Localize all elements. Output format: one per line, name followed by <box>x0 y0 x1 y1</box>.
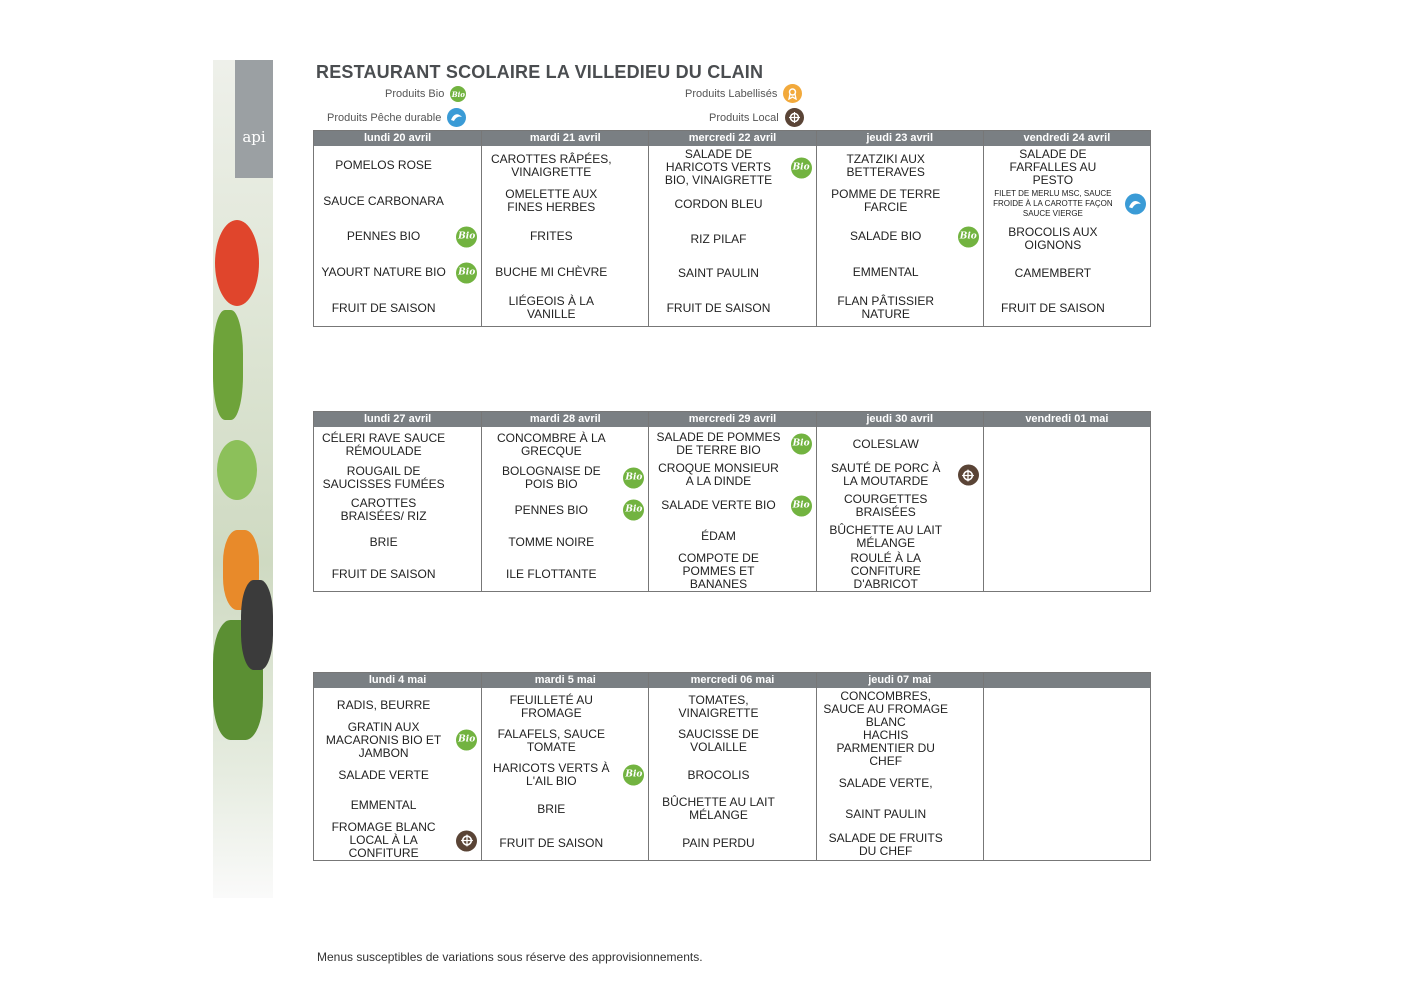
menu-item <box>649 148 815 187</box>
dish-name: FROMAGE BLANC LOCAL À LA CONFITURE <box>331 820 436 861</box>
menu-item <box>482 690 648 724</box>
dish-name: PAIN PERDU <box>682 835 755 850</box>
menu-item <box>817 491 983 522</box>
menu-item <box>649 257 815 292</box>
week-table-3 <box>313 672 1151 861</box>
day-header: lundi 20 avril <box>314 131 481 148</box>
day-column <box>983 673 1150 860</box>
dish-name: SALADE BIO <box>850 229 922 244</box>
menu-item <box>314 148 481 184</box>
menu-item <box>817 255 983 291</box>
dish-name: FEUILLETÉ AU FROMAGE <box>509 693 593 720</box>
bio-icon: Bio <box>456 262 477 283</box>
legend-bio-label: Produits Bio <box>385 88 445 100</box>
menu-item <box>314 760 481 791</box>
dish-name: SAUTÉ DE PORC À LA MOUTARDE <box>831 461 941 489</box>
legend-peche <box>327 108 466 127</box>
week-table-2 <box>313 411 1151 592</box>
menu-item <box>649 690 815 724</box>
menu-item <box>649 758 815 792</box>
bio-icon: Bio <box>623 500 644 521</box>
dish-name: OMELETTE AUX FINES HERBES <box>505 187 598 215</box>
menu-item <box>314 690 481 721</box>
dish-name: CORDON BLEU <box>674 196 763 211</box>
menu-item <box>649 826 815 860</box>
menu-item <box>314 290 481 326</box>
menu-item <box>817 219 983 255</box>
day-header: mercredi 22 avril <box>649 131 815 148</box>
menu-item <box>817 521 983 552</box>
dish-name: HACHIS PARMENTIER DU CHEF <box>836 728 935 768</box>
legend-label-label: Produits Labellisés <box>685 87 778 100</box>
dish-name: FRITES <box>529 229 573 244</box>
menu-item <box>314 461 481 493</box>
dish-name: COLESLAW <box>852 436 919 451</box>
farm-icon <box>785 108 804 127</box>
day-column <box>481 131 648 326</box>
menu-item <box>314 219 481 255</box>
menu-item <box>817 799 983 830</box>
menu-item <box>649 187 815 222</box>
dish-name: PENNES BIO <box>514 502 588 517</box>
day-column <box>314 673 481 860</box>
dish-name: SALADE VERTE BIO <box>661 498 776 513</box>
dish-name: EMMENTAL <box>350 798 417 813</box>
dish-name: ÉDAM <box>701 529 736 544</box>
dish-name: ROULÉ À LA CONFITURE D'ABRICOT <box>850 551 922 591</box>
day-header: lundi 4 mai <box>314 673 481 690</box>
dish-name: COURGETTES BRAISÉES <box>844 491 928 519</box>
dish-name: BUCHE MI CHÈVRE <box>495 265 608 280</box>
dish-name: BRIE <box>369 534 398 549</box>
day-header: mercredi 06 mai <box>649 673 815 690</box>
bio-icon: Bio <box>456 226 477 247</box>
dish-name: BROCOLIS AUX OIGNONS <box>1008 225 1098 253</box>
day-column <box>648 673 815 860</box>
ribbon-icon <box>783 84 802 103</box>
menu-item <box>482 461 648 493</box>
footer-note: Menus susceptibles de variations sous réserve des approvisionnements. <box>317 950 703 964</box>
menu-item <box>314 790 481 821</box>
menu-item <box>482 148 648 184</box>
dish-name: SAUCE CARBONARA <box>323 193 444 208</box>
bio-icon: Bio <box>450 86 466 102</box>
menu-item <box>314 184 481 220</box>
menu-item <box>314 821 481 860</box>
menu-item <box>482 184 648 220</box>
dish-name: CROQUE MONSIEUR A LA DINDE <box>658 461 779 489</box>
day-column <box>816 131 983 326</box>
menu-item <box>817 460 983 491</box>
dish-name: SALADE VERTE, <box>838 775 933 790</box>
legend-local-label: Produits Local <box>709 111 779 124</box>
day-header: mardi 21 avril <box>482 131 648 148</box>
day-column <box>816 412 983 591</box>
menu-item <box>649 521 815 552</box>
dish-name: SALADE DE HARICOTS VERTS BIO, VINAIGRETTE <box>664 147 773 187</box>
day-column <box>648 131 815 326</box>
legend-peche-label: Produits Pêche durable <box>327 111 442 124</box>
menu-item <box>482 429 648 461</box>
day-column <box>648 412 815 591</box>
menu-item <box>482 758 648 792</box>
menu-item <box>649 291 815 326</box>
legend-local <box>709 108 804 127</box>
bio-icon: Bio <box>791 434 812 455</box>
day-column <box>481 412 648 591</box>
menu-item <box>314 559 481 591</box>
menu-item <box>817 829 983 860</box>
dish-name: FRUIT DE SAISON <box>499 835 604 850</box>
dish-name: RIZ PILAF <box>690 231 747 246</box>
menu-item <box>984 222 1150 257</box>
bio-icon: Bio <box>623 765 644 786</box>
menu-item <box>482 826 648 860</box>
dish-name: EMMENTAL <box>852 265 919 280</box>
day-column <box>314 131 481 326</box>
dish-name: TOMATES, VINAIGRETTE <box>678 693 759 720</box>
dish-name: FILET DE MERLU MSC, SAUCE FROIDE À LA CAROTTE FAÇON SAUCE VIERGE <box>993 189 1113 219</box>
menu-item <box>649 792 815 826</box>
dish-name: GRATIN AUX MACARONIS BIO ET JAMBON <box>325 719 442 760</box>
dish-name: CÉLERI RAVE SAUCE RÉMOULADE <box>322 431 446 459</box>
dish-name: BROCOLIS <box>687 767 750 782</box>
legend-label <box>685 84 802 103</box>
menu-item <box>817 768 983 799</box>
dish-name: CAMEMBERT <box>1014 266 1092 281</box>
wave-icon <box>447 108 466 127</box>
day-column <box>816 673 983 860</box>
dish-name: SAINT PAULIN <box>845 806 927 821</box>
menu-item <box>649 724 815 758</box>
menu-item <box>817 729 983 768</box>
dish-name: FRUIT DE SAISON <box>1000 301 1105 316</box>
day-column <box>983 412 1150 591</box>
dish-name: ROUGAIL DE SAUCISSES FUMÉES <box>322 463 445 491</box>
dish-name: COMPOTE DE POMMES ET BANANES <box>678 551 759 591</box>
menu-item <box>984 148 1150 187</box>
menu-item <box>984 291 1150 326</box>
dish-name: BRIE <box>537 801 566 816</box>
dish-name: FRUIT DE SAISON <box>331 567 436 582</box>
dish-name: SALADE DE FRUITS DU CHEF <box>828 830 943 858</box>
dish-name: BOLOGNAISE DE POIS BIO <box>501 463 601 491</box>
menu-item <box>314 721 481 760</box>
menu-item <box>817 290 983 326</box>
dish-name: FRUIT DE SAISON <box>331 300 436 315</box>
dish-name: LIÉGEOIS À LA VANILLE <box>508 294 594 322</box>
day-column <box>481 673 648 860</box>
menu-item <box>817 148 983 184</box>
menu-item <box>984 257 1150 292</box>
legend-bio <box>385 86 466 102</box>
day-header: mardi 28 avril <box>482 412 648 429</box>
menu-item <box>649 491 815 522</box>
menu-item <box>649 552 815 591</box>
menu-item <box>482 526 648 558</box>
day-column <box>983 131 1150 326</box>
bio-icon: Bio <box>456 730 477 751</box>
dish-name: YAOURT NATURE BIO <box>321 265 446 280</box>
dish-name: SALADE VERTE <box>338 767 429 782</box>
menu-item <box>817 690 983 729</box>
bio-icon: Bio <box>791 495 812 516</box>
decorative-vegetable-strip <box>213 60 273 898</box>
dish-name: CONCOMBRES, SAUCE AU FROMAGE BLANC <box>823 689 949 729</box>
bio-icon: Bio <box>791 157 812 178</box>
day-header: jeudi 23 avril <box>817 131 983 148</box>
day-header: mercredi 29 avril <box>649 412 815 429</box>
dish-name: FALAFELS, SAUCE TOMATE <box>497 727 605 754</box>
dish-name: SALADE DE FARFALLES AU PESTO <box>1009 147 1097 187</box>
dish-name: FLAN PÂTISSIER NATURE <box>837 294 935 322</box>
farm-icon <box>456 830 477 851</box>
menu-item <box>649 460 815 491</box>
day-header: jeudi 30 avril <box>817 412 983 429</box>
dish-name: ILE FLOTTANTE <box>506 567 597 582</box>
dish-name: CAROTTES RÂPÉES, VINAIGRETTE <box>490 151 612 179</box>
dish-name: SAUCISSE DE VOLAILLE <box>678 727 759 754</box>
dish-name: TZATZIKI AUX BETTERAVES <box>846 151 925 179</box>
menu-item <box>314 429 481 461</box>
dish-name: PENNES BIO <box>346 229 421 244</box>
menu-item <box>314 494 481 526</box>
menu-item <box>482 255 648 291</box>
api-logo: api <box>235 60 273 178</box>
day-header: vendredi 01 mai <box>984 412 1150 429</box>
menu-item <box>482 494 648 526</box>
dish-name: BÛCHETTE AU LAIT MÉLANGE <box>662 795 775 822</box>
menu-item <box>482 724 648 758</box>
dish-name: CAROTTES BRAISÉES/ RIZ <box>340 496 427 524</box>
bio-icon: Bio <box>958 226 979 247</box>
dish-name: POMELOS ROSE <box>335 158 432 173</box>
dish-name: SALADE DE POMMES DE TERRE BIO <box>656 430 781 458</box>
farm-icon <box>958 465 979 486</box>
day-header: vendredi 24 avril <box>984 131 1150 148</box>
menu-item <box>817 429 983 460</box>
day-header <box>984 673 1150 690</box>
day-header: jeudi 07 mai <box>817 673 983 690</box>
menu-item <box>482 219 648 255</box>
menu-item <box>314 255 481 291</box>
menu-item <box>314 526 481 558</box>
bio-icon: Bio <box>623 467 644 488</box>
menu-item <box>482 559 648 591</box>
dish-name: RADIS, BEURRE <box>336 697 431 712</box>
page-title: RESTAURANT SCOLAIRE LA VILLEDIEU DU CLAIN <box>316 62 764 82</box>
day-column <box>314 412 481 591</box>
day-header: lundi 27 avril <box>314 412 481 429</box>
dish-name: BÛCHETTE AU LAIT MÉLANGE <box>829 522 943 550</box>
dish-name: TOMME NOIRE <box>508 534 595 549</box>
dish-name: SAINT PAULIN <box>678 266 759 281</box>
wave-icon <box>1125 194 1146 215</box>
dish-name: CONCOMBRE À LA GRECQUE <box>496 431 606 459</box>
menu-item <box>649 222 815 257</box>
dish-name: HARICOTS VERTS À L'AIL BIO <box>493 761 610 788</box>
week-table-1 <box>313 130 1151 327</box>
day-header: mardi 5 mai <box>482 673 648 690</box>
dish-name: FRUIT DE SAISON <box>666 301 771 316</box>
menu-item <box>817 552 983 591</box>
menu-item <box>817 184 983 220</box>
menu-item <box>649 429 815 460</box>
menu-item <box>482 290 648 326</box>
menu-item <box>482 792 648 826</box>
menu-item <box>984 187 1150 222</box>
dish-name: POMME DE TERRE FARCIE <box>831 187 941 215</box>
